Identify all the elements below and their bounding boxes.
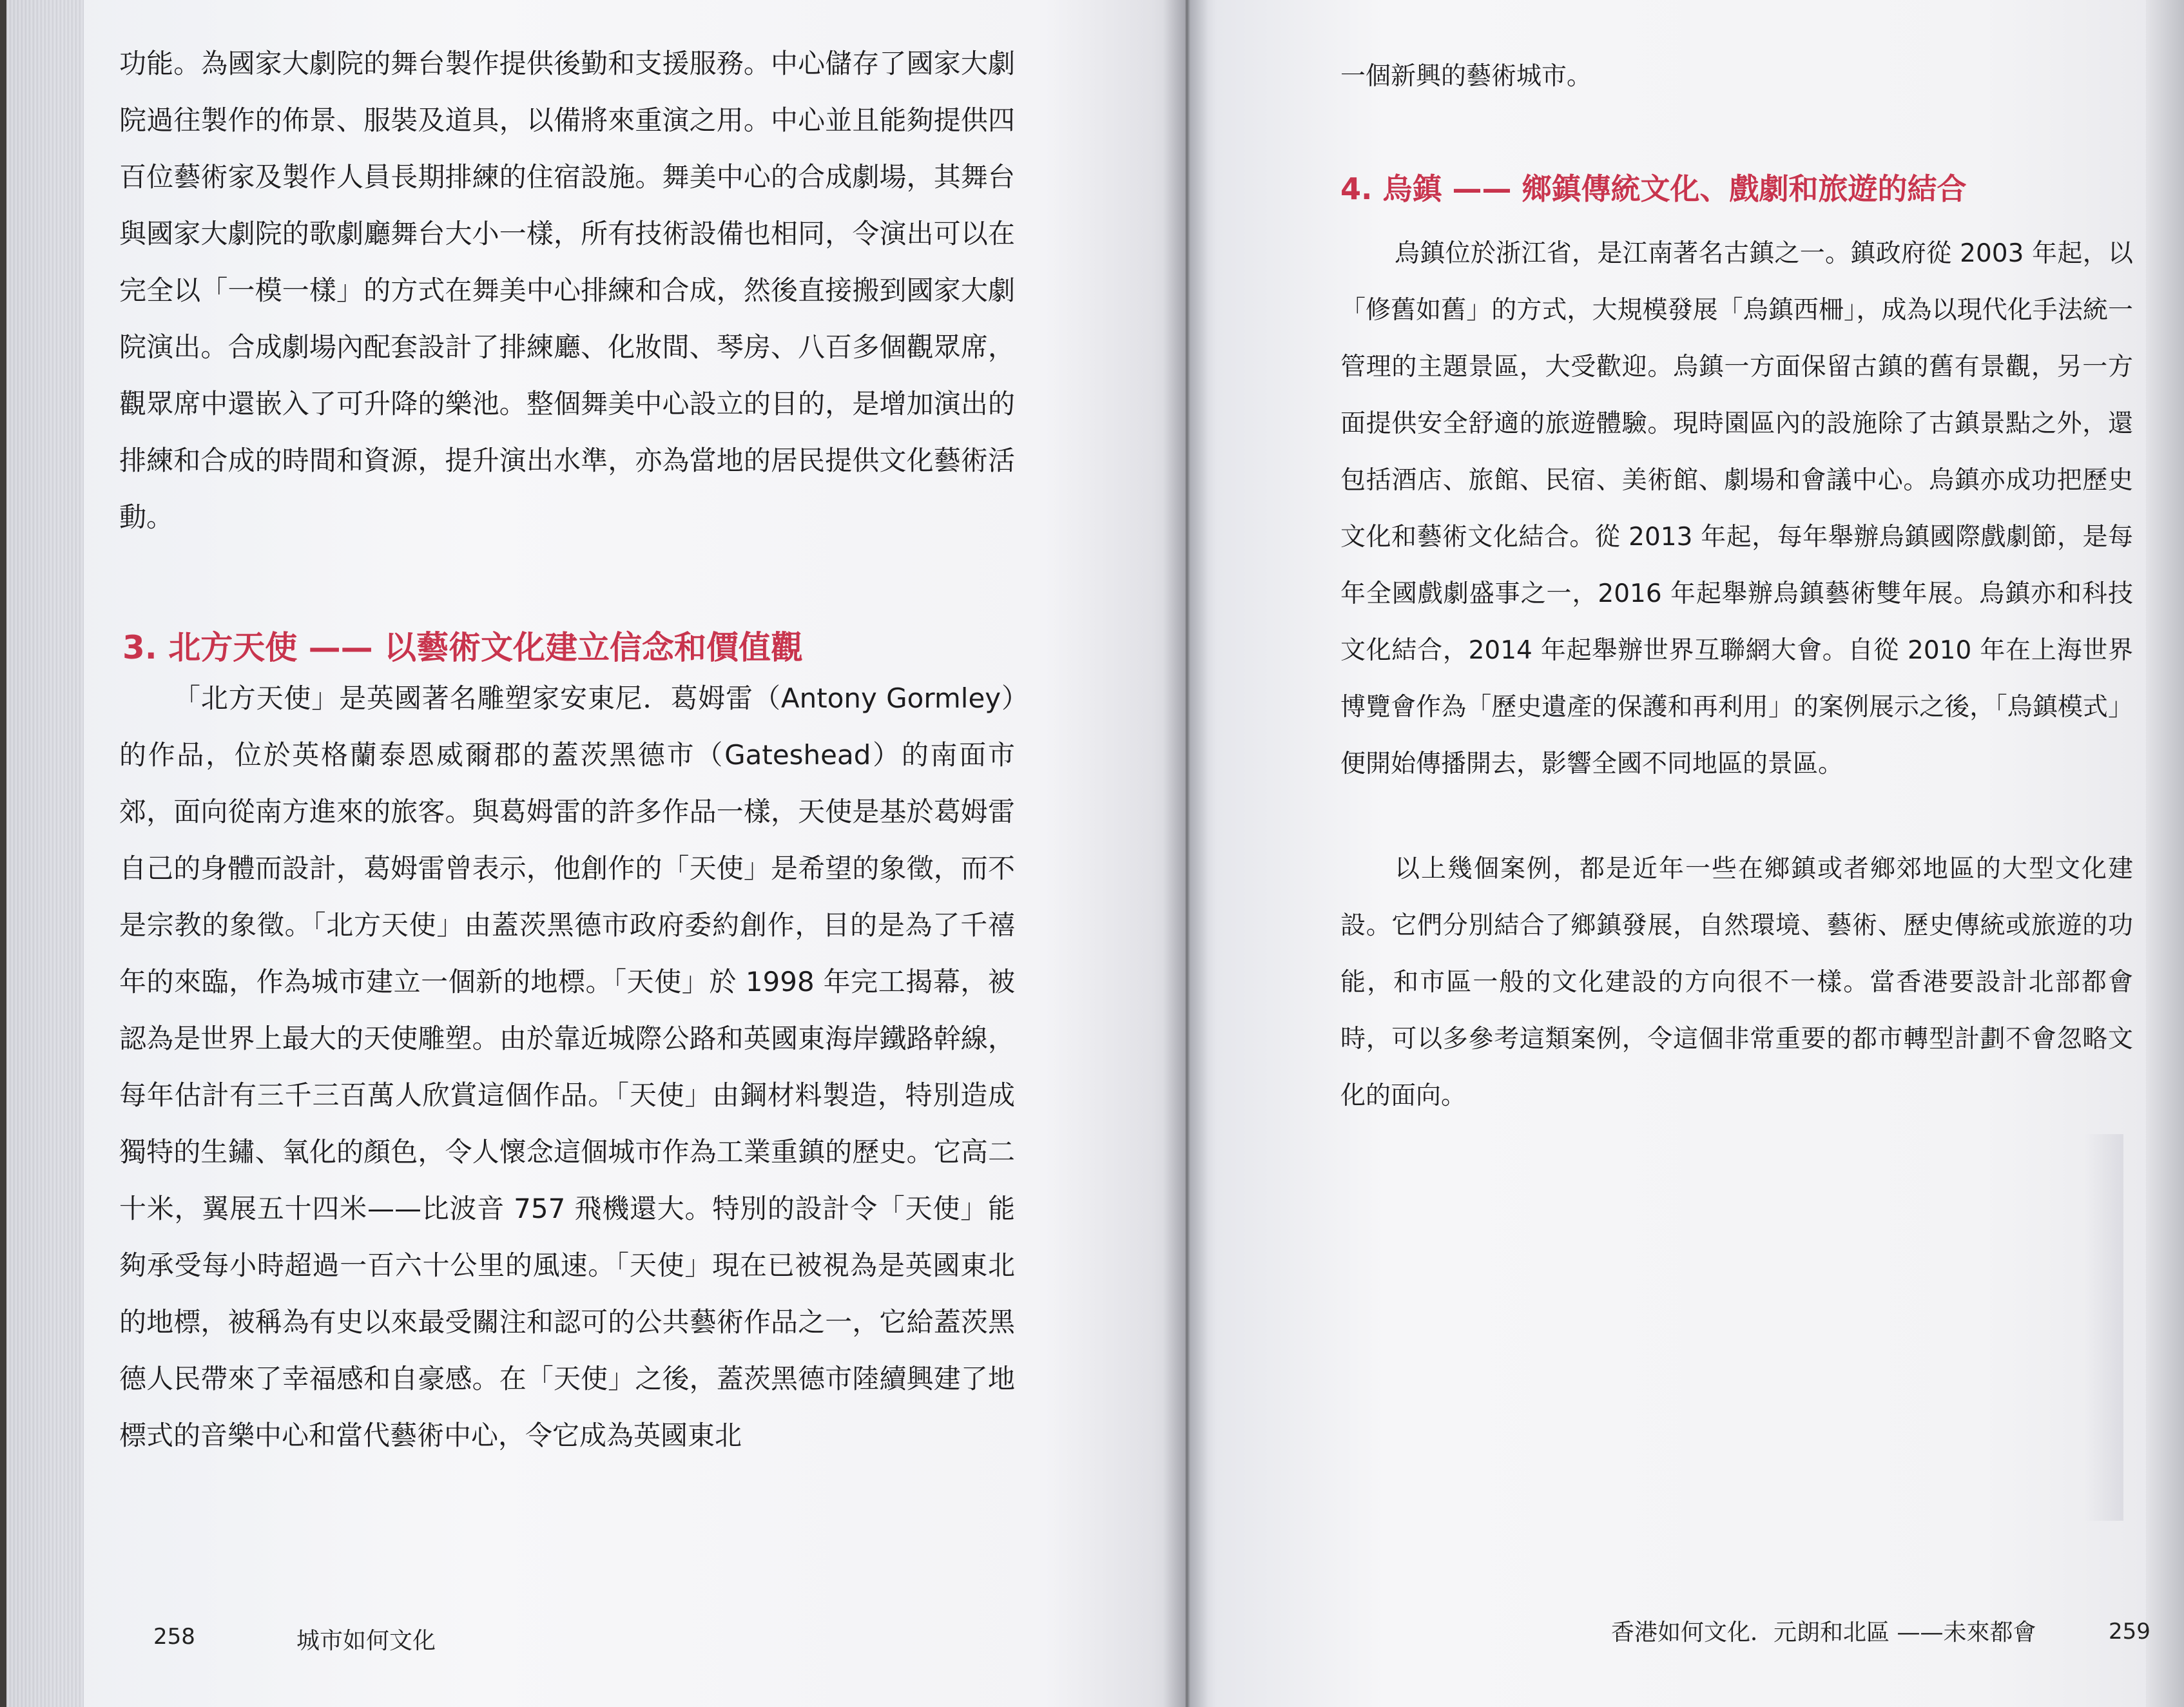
left-intro-paragraph: 功能。為國家大劇院的舞台製作提供後勤和支援服務。中心儲存了國家大劇院過往製作的佈景、服裝及道具，以備將來重演之用。中心並且能夠提供四百位藝術家及製作人員長期排練的住宿設施。舞美中心的合成劇場，其舞台與國家大劇院的歌劇廳舞台大小一樣，所有技術設備也相同，令演出可以在完全以「一模一樣」的方式在舞美中心排練和合成，然後直接搬到國家大劇院演出。合成劇場內配套設計了排練廳、化妝間、琴房、八百多個觀眾席，觀眾席中還嵌入了可升降的樂池。整個舞美中心設立的目的，是增加演出的排練和合成的時間和資源，提升演出水準，亦為當地的居民提供文化藝術活動。 [119, 48, 1015, 533]
section-3-paragraph: 「北方天使」是英國著名雕塑家安東尼．葛姆雷（Antony Gormley）的作品，位於英格蘭泰恩威爾郡的蓋茨黑德市（Gateshead）的南面市郊，面向從南方進來的旅客。與葛姆雷的許多作品一樣，天使是基於葛姆雷自己的身體而設計，葛姆雷曾表示，他創作的「天使」是希望的象徵，而不是宗教的象徵。「北方天使」由蓋茨黑德市政府委約創作，目的是為了千禧年的來臨，作為城市建立一個新的地標。「天使」於 1998 年完工揭幕，被認為是世界上最大的天使雕塑。由於靠近城際公路和英國東海岸鐵路幹線，每年估計有三千三百萬人欣賞這個作品。「天使」由鋼材料製造，特別造成獨特的生鏽、氧化的顏色，令人懷念這個城市作為工業重鎮的歷史。它高二十米，翼展五十四米——比波音 757 飛機還大。特別的設計令「天使」能夠承受每小時超過一百六十公里的風速。「天使」現在已被視為是英國東北的地標，被稱為有史以來最受關注和認可的公共藝術作品之一，它給蓋茨黑德人民帶來了幸福感和自豪感。在「天使」之後，蓋茨黑德市陸續興建了地標式的音樂中心和當代藝術中心，令它成為英國東北 [119, 682, 1015, 1451]
right-running-title: 香港如何文化．元朗和北區 ——未來都會 [1611, 1619, 2036, 1646]
left-running-title: 城市如何文化 [296, 1628, 436, 1654]
right-continuation-text: 一個新興的藝術城市。 [1340, 62, 1592, 91]
section-3-heading: 3. 北方天使 —— 以藝術文化建立信念和價值觀 [122, 629, 804, 666]
right-page-number: 259 [2109, 1619, 2150, 1644]
book-gutter [1163, 0, 1208, 1707]
ink-bleed-shadow [2085, 1134, 2123, 1521]
left-page-stack-edge [6, 0, 84, 1707]
section-4-heading: 4. 烏鎮 —— 鄉鎮傳統文化、戲劇和旅遊的結合 [1340, 171, 1967, 206]
closing-paragraph: 以上幾個案例，都是近年一些在鄉鎮或者鄉郊地區的大型文化建設。它們分別結合了鄉鎮發展，自然環境、藝術、歷史傳統或旅遊的功能，和市區一般的文化建設的方向很不一樣。當香港要設計北部都會時，可以多參考這類案例，令這個非常重要的都市轉型計劃不會忽略文化的面向。 [1340, 854, 2133, 1110]
left-page-number: 258 [153, 1624, 195, 1650]
section-4-paragraph: 烏鎮位於浙江省，是江南著名古鎮之一。鎮政府從 2003 年起，以「修舊如舊」的方式，大規模發展「烏鎮西柵」，成為以現代化手法統一管理的主題景區，大受歡迎。烏鎮一方面保留古鎮的舊有景觀，另一方面提供安全舒適的旅遊體驗。現時園區內的設施除了古鎮景點之外，還包括酒店、旅館、民宿、美術館、劇場和會議中心。烏鎮亦成功把歷史文化和藝術文化結合。從 2013 年起，每年舉辦烏鎮國際戲劇節，是每年全國戲劇盛事之一，2016 年起舉辦烏鎮藝術雙年展。烏鎮亦和科技文化結合，2014 年起舉辦世界互聯網大會。自從 2010 年在上海世界博覽會作為「歷史遺產的保護和再利用」的案例展示之後，「烏鎮模式」便開始傳播開去，影響全國不同地區的景區。 [1340, 239, 2133, 778]
right-page-edge [2146, 0, 2184, 1707]
